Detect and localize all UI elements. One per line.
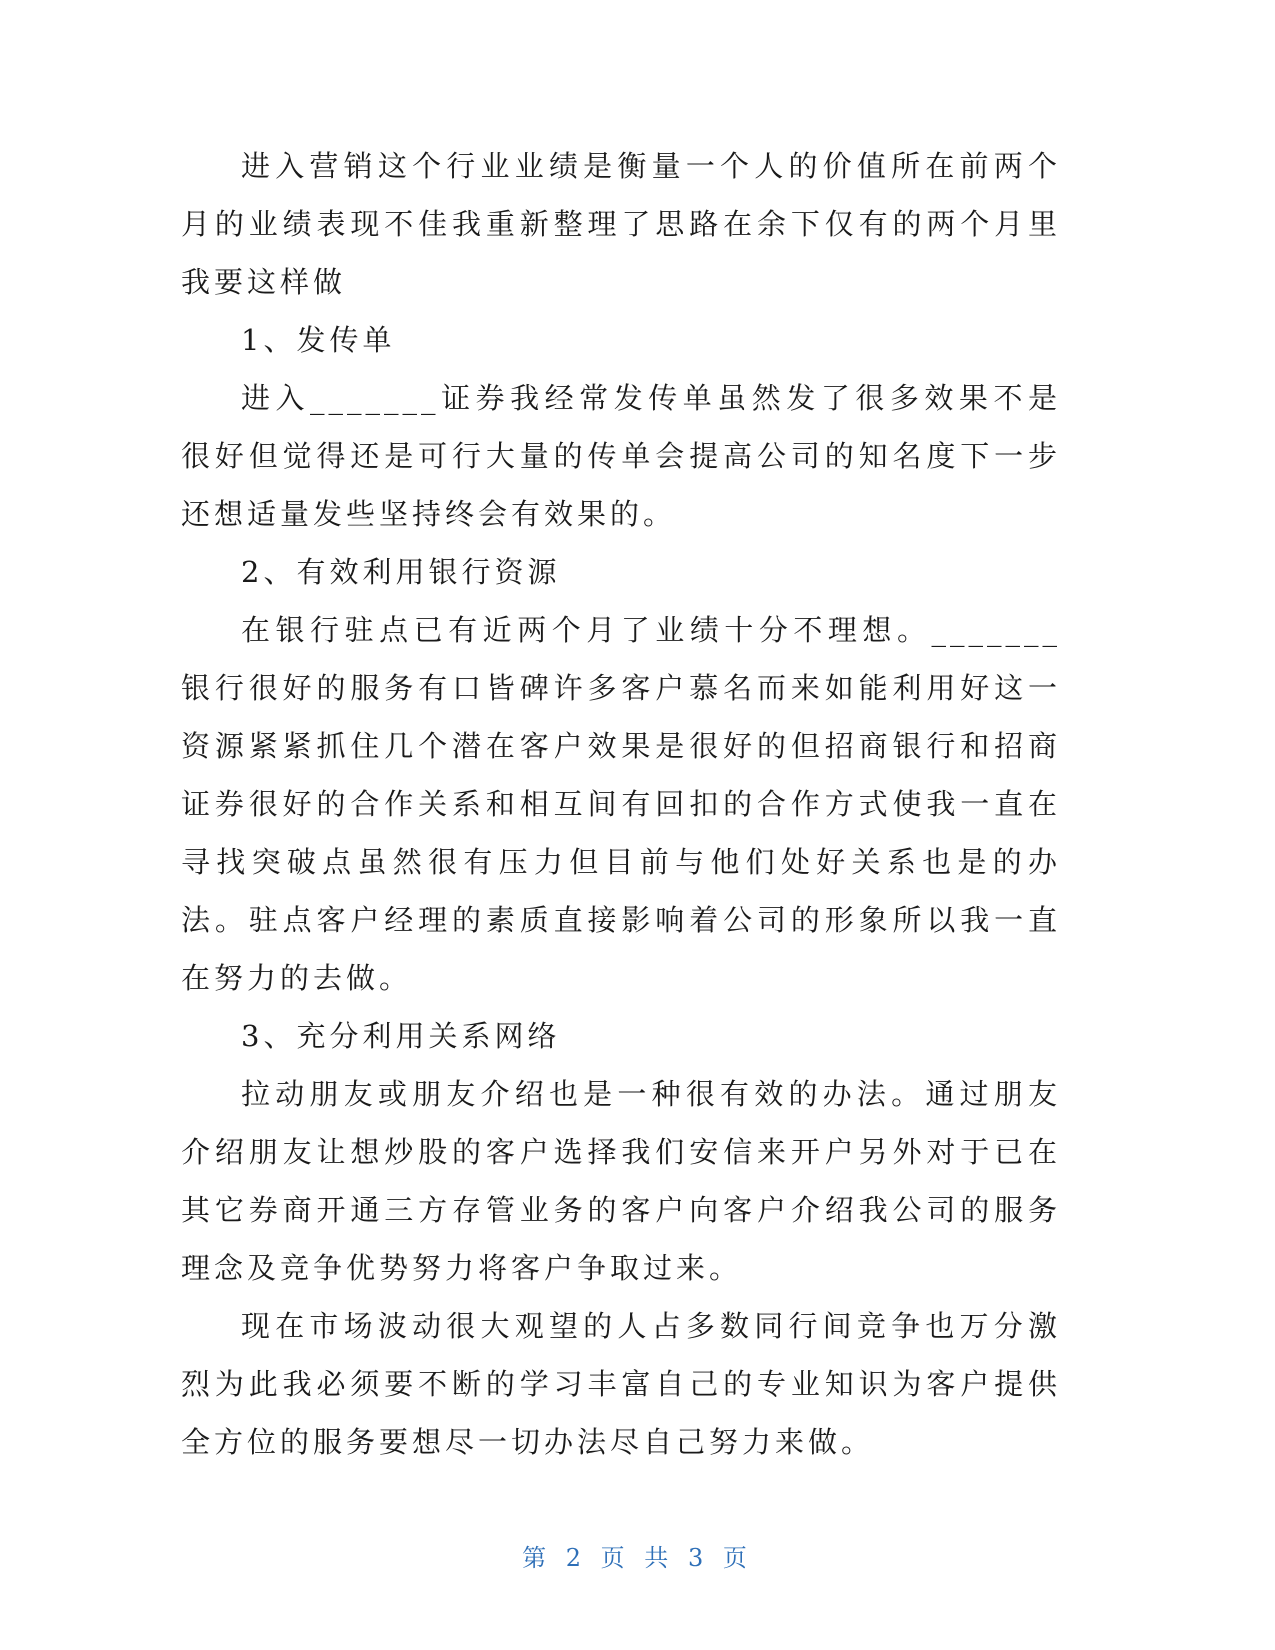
heading-bank-resources: 2、有效利用银行资源 [241,555,561,589]
heading-distribute-flyers: 1、发传单 [241,323,396,357]
page-number-footer: 第 2 页 共 3 页 [522,1544,753,1572]
paragraph-flyers: 进入_______证券我经常发传单虽然发了很多效果不是很好但觉得还是可行大量的传单会提高公司的知名度下一步还想适量发些坚持终会有效果的。 [181,381,1061,531]
paragraph-bank-resources: 在银行驻点已有近两个月了业绩十分不理想。_______银行很好的服务有口皆碑许多客户慕名而来如能利用好这一资源紧紧抓住几个潜在客户效果是很好的但招商银行和招商证券很好的合作关系和相互间有回扣的合作方式使我一直在寻找突破点虽然很有压力但目前与他们处好关系也是的办法。驻点客户经理的素质直接影响着公司的形象所以我一直在努力的去做。 [181,613,1061,995]
paragraph-conclusion: 现在市场波动很大观望的人占多数同行间竞争也万分激烈为此我必须要不断的学习丰富自己的专业知识为客户提供全方位的服务要想尽一切办法尽自己努力来做。 [181,1309,1061,1459]
paragraph-intro: 进入营销这个行业业绩是衡量一个人的价值所在前两个月的业绩表现不佳我重新整理了思路在余下仅有的两个月里我要这样做 [181,149,1061,299]
paragraph-relationship-network: 拉动朋友或朋友介绍也是一种很有效的办法。通过朋友介绍朋友让想炒股的客户选择我们安信来开户另外对于已在其它券商开通三方存管业务的客户向客户介绍我公司的服务理念及竞争优势努力将客户争取过来。 [181,1077,1061,1285]
heading-relationship-network: 3、充分利用关系网络 [241,1019,561,1053]
document-body [181,137,1061,1471]
